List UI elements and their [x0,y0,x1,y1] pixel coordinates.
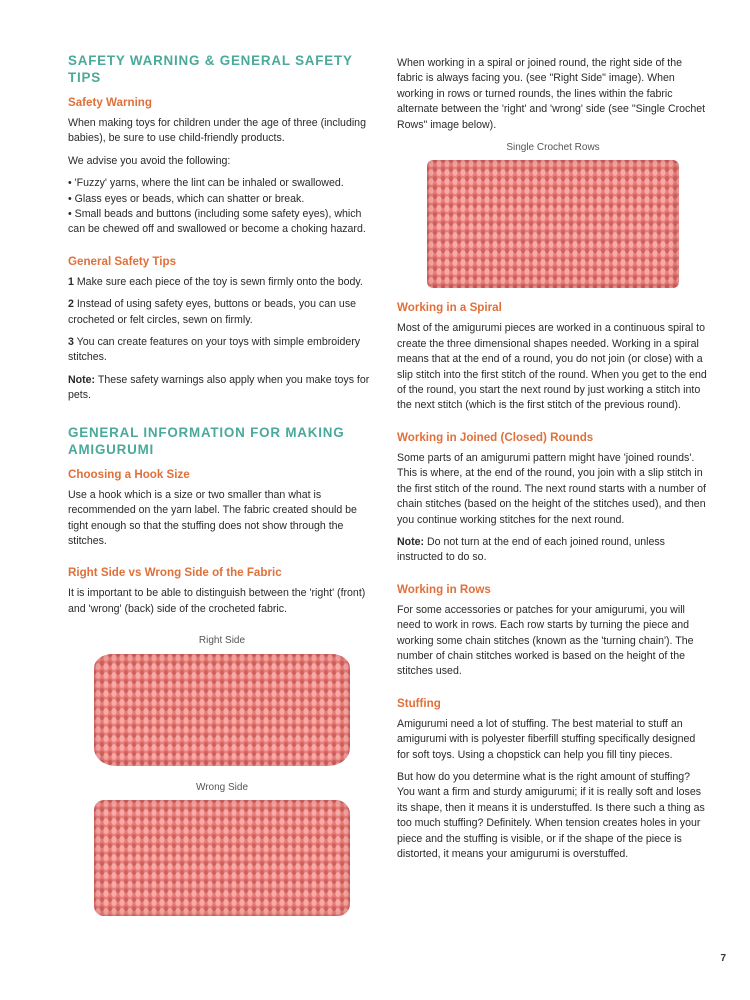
right-column [397,56,709,869]
list-item: • Glass eyes or beads, which can shatter or break. [68,192,305,205]
heading-general-information: GENERAL INFORMATION FOR MAKING AMIGURUMI [68,424,345,457]
paragraph-hook-size: Use a hook which is a size or two smaller than what is recommended on the yarn label. The fabric created should be tight enough so that the stuffing does not show through the stitches. [68,488,357,547]
subheading-working-spiral: Working in a Spiral [397,301,502,315]
paragraph-working-spiral: Most of the amigurumi pieces are worked in a continuous spiral to create the three dimensional shapes needed. Working in a spiral means that at the end of a round, you do not join (or close) with a slip stitch into the first stitch of the round. When you get to the end of the round, you start the next round by just working a stitch into the next stitch (which is the first stitch of the previous round). [397,322,707,412]
subheading-general-safety-tips: General Safety Tips [68,254,177,268]
paragraph-advise: We advise you avoid the following: [68,154,231,167]
single-crochet-rows-image [427,160,679,288]
paragraph-working-rows: For some accessories or patches for your amigurumi, you will need to work in rows. Each row starts by turning the piece and working some chain stitches (known as the 'turning chain'). The number of chain stitches worked is based on the height of the stitches used. [397,603,694,678]
note-text: Do not turn at the end of each joined round, unless instructed to do so. [397,535,665,564]
note-label: Note: [397,535,425,548]
note-joined-rounds [397,535,709,566]
note-pets [68,373,376,404]
caption-single-crochet-rows: Single Crochet Rows [506,142,600,154]
subheading-stuffing: Stuffing [397,696,441,710]
tip-item [68,335,376,366]
tip-text: You can create features on your toys with simple embroidery stitches. [68,336,361,364]
tip-text: Make sure each piece of the toy is sewn firmly onto the body. [76,275,363,288]
note-label: Note: [68,373,96,386]
list-item: • 'Fuzzy' yarns, where the lint can be inhaled or swallowed. [68,177,344,190]
tip-number: 2 [68,298,74,311]
heading-safety-warning: SAFETY WARNING & GENERAL SAFETY TIPS [68,53,353,85]
note-text: These safety warnings also apply when you make toys for pets. [68,373,370,402]
paragraph-right-wrong-side: It is important to be able to distinguish between the 'right' (front) and 'wrong' (back) side of the crocheted fabric. [68,587,366,615]
caption-wrong-side: Wrong Side [195,781,249,793]
tip-number: 1 [68,275,74,288]
subheading-safety-warning: Safety Warning [68,96,152,109]
tip-item [68,275,376,290]
caption-right-side: Right Side [198,635,246,647]
list-item: • Small beads and buttons (including some safety eyes), which can be chewed off and swallowed or become a choking hazard. [68,208,366,236]
tip-item [68,297,376,328]
tip-text: Instead of using safety eyes, buttons or beads, you can use crocheted or felt circles, sewn on firmly. [68,298,357,326]
paragraph-stuffing-1: Amigurumi need a lot of stuffing. The best material to stuff an amigurumi with is polyester fiberfill stuffing specifically designed for soft toys. Using a chopstick can help you fill tiny pieces. [397,717,696,761]
paragraph-right-side-intro: When working in a spiral or joined round, the right side of the fabric is always facing you. (see "Right Side" image). When working in rows or turned rounds, the lines within the fabric alternate between the 'right' and 'wrong' side (see "Single Crochet Rows" image below). [397,57,706,131]
subheading-right-wrong-side: Right Side vs Wrong Side of the Fabric [68,566,282,580]
tip-number: 3 [68,336,74,349]
paragraph-joined-rounds: Some parts of an amigurumi pattern might have 'joined rounds'. This is where, at the end of the round, you join with a slip stitch in the first stitch of the round. The next round starts with a number of chain stitches (based on the height of the stitches used), and then you continue working stitches for the next round. [397,451,706,526]
page-number: 7 [720,953,726,964]
avoid-list [68,176,376,238]
right-side-swatch-image [94,654,350,766]
paragraph-stuffing-2: But how do you determine what is the right amount of stuffing? You want a firm and sturdy amigurumi; if it is really soft and loses its shape, then it means it is understuffed. Is there such a thing as too much stuffing? Definitely. When tension creates holes in your piece and the stuffing is visible, or if the shape of the piece is distorted, it means your amigurumi is overstuffed. [397,770,705,860]
left-column [68,52,376,916]
paragraph-safety-warning: When making toys for children under the age of three (including babies), be sure to use child-friendly products. [68,117,366,145]
subheading-working-rows: Working in Rows [397,582,491,596]
subheading-joined-rounds: Working in Joined (Closed) Rounds [397,430,594,444]
subheading-hook-size: Choosing a Hook Size [68,467,190,481]
wrong-side-swatch-image [94,800,350,916]
